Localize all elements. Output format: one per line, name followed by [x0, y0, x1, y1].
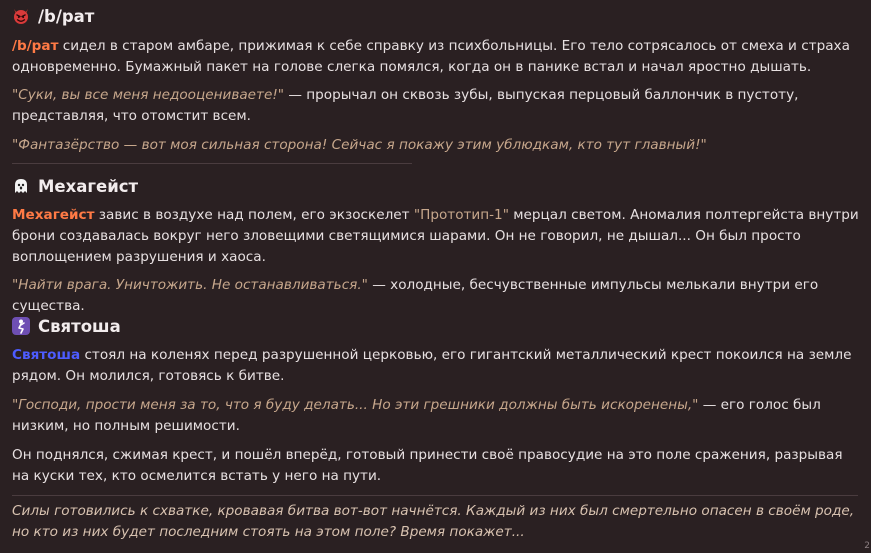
dialogue-quote: "Суки, вы все меня недооцениваете!" [12, 87, 285, 103]
devil-face-icon [12, 7, 30, 25]
character-name-mehageist: Мехагейст [12, 207, 95, 223]
character-name-brat: /b/рат [12, 38, 59, 54]
section-divider [12, 163, 412, 164]
section-title: Святоша [38, 316, 121, 336]
narration-text: сидел в старом амбаре, прижимая к себе справку из психбольницы. Его тело сотрясалось от смеха и страха одновременно. Бумажный пакет на голове слегка помялся, когда он в панике встал и начал яростно дышать. [12, 38, 850, 75]
section-divider [12, 495, 858, 496]
exoskeleton-name: "Прототип-1" [413, 207, 509, 223]
corner-mark: 2 [864, 541, 870, 551]
paragraph [12, 135, 864, 156]
section-title: /b/рат [38, 6, 95, 26]
section-heading-brat [12, 4, 94, 28]
narration-text: завис в воздухе над полем, его экзоскелет [94, 207, 414, 223]
dialogue-quote: "Фантазёрство — вот моя сильная сторона! Сейчас я покажу этим ублюдкам, кто тут главный!" [12, 137, 707, 153]
narration-text: — прорычал он сквозь зубы, выпуская перцовый баллончик в пустоту, представляя, что отомстит всем. [12, 87, 799, 124]
paragraph [12, 395, 864, 437]
outro-paragraph [12, 501, 864, 543]
narration-text: стоял на коленях перед разрушенной церковью, его гигантский металлический крест покоился на земле рядом. Он молился, готовясь к битве. [12, 347, 852, 384]
paragraph [12, 205, 864, 268]
character-name-svyatosha: Святоша [12, 347, 81, 363]
narration-text: — его голос был низким, но полным решимости. [12, 397, 821, 434]
section-heading-svyatosha [12, 314, 121, 338]
paragraph [12, 85, 864, 127]
dialogue-quote: "Господи, прости меня за то, что я буду делать... Но эти грешники должны быть искоренены," [12, 397, 699, 413]
paragraph [12, 36, 864, 78]
section-heading-mehageist [12, 174, 138, 198]
paragraph [12, 445, 864, 487]
narration-text: — холодные, бесчувственные импульсы мелькали внутри его существа. [12, 277, 819, 314]
dialogue-quote: "Найти врага. Уничтожить. Не останавливаться." [12, 277, 368, 293]
paragraph [12, 275, 864, 317]
praying-figure-icon [12, 317, 30, 335]
outro-text: Силы готовились к схватке, кровавая битва вот-вот начнётся. Каждый из них был смертельно опасен в своём роде, но кто из них будет последним стоять на этом поле? Время покажет... [12, 503, 855, 540]
narration-text: мерцал светом. Аномалия полтергейста внутри брони создавалась вокруг него зловещими светящимися шарами. Он не говорил, не дышал... Он был просто воплощением разрушения и хаоса. [12, 207, 859, 265]
ghost-icon [12, 177, 30, 195]
narration-text: Он поднялся, сжимая крест, и пошёл вперёд, готовый принести своё правосудие на это поле сражения, разрывая на куски тех, кто осмелится встать у него на пути. [12, 447, 843, 484]
paragraph [12, 345, 864, 387]
section-title: Мехагейст [38, 176, 139, 196]
